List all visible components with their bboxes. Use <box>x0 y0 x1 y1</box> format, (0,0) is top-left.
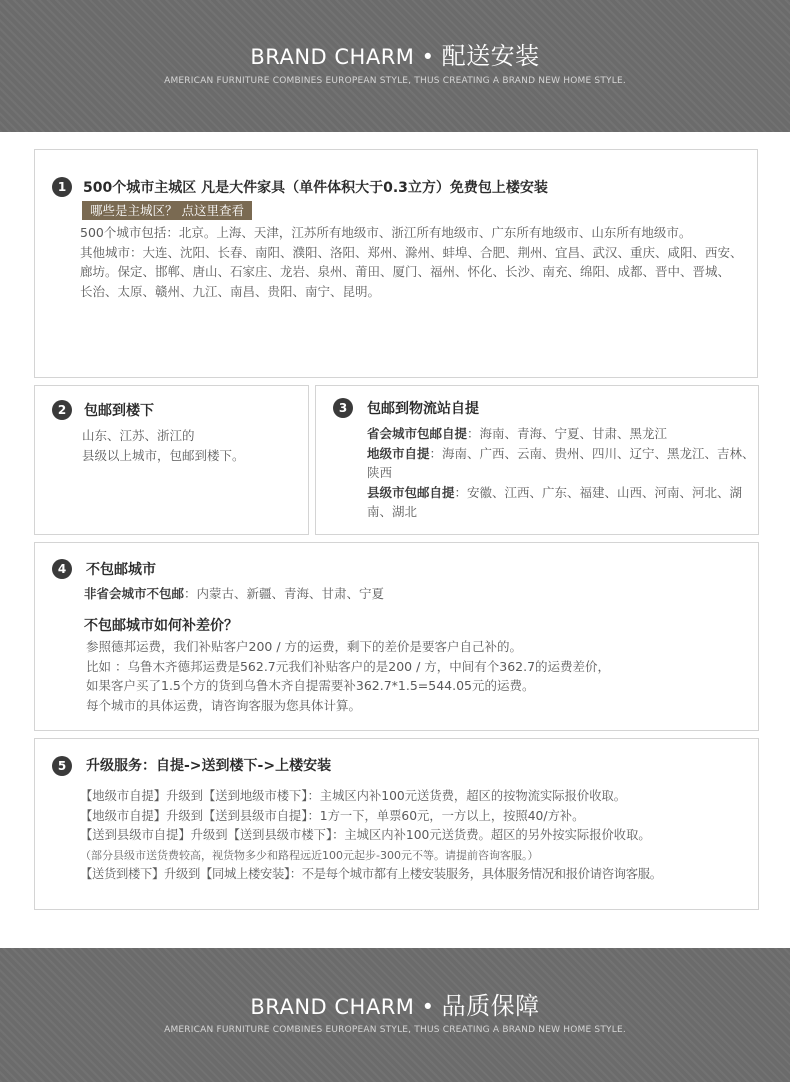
top-banner <box>0 0 790 132</box>
text-line: 参照德邦运费，我们补贴客户200 / 方的运费，剩下的差价是要客户自己补的。 <box>86 639 523 654</box>
upgrade-line: 【送到县级市自提】升级到【送到县级市楼下】：主城区内补100元送货费。超区的另外按实际报价收取。 <box>80 828 651 842</box>
pickup-provinces: ：海南、青海、宁夏、甘肃、黑龙江 <box>467 426 668 441</box>
text-line: 比如 ：乌鲁木齐德邦运费是562.7元我们补贴客户的是200 / 方，中间有个362.7的运费差价， <box>86 658 611 674</box>
section-heading: 包邮到物流站自提 <box>367 401 479 417</box>
upgrade-line: 【地级市自提】升级到【送到地级市楼下】：主城区内补100元送货费，超区的按物流实际报价收取。 <box>80 789 627 803</box>
section-number: 2 <box>52 400 72 420</box>
banner-subtitle: AMERICAN FURNITURE COMBINES EUROPEAN STYLE, THUS CREATING A BRAND NEW HOME STYLE. <box>164 76 626 86</box>
section-heading: 不包邮城市 <box>86 562 156 578</box>
city-list-line: 500个城市包括：北京。上海、天津，江苏所有地级市、浙江所有地级市、广东所有地级市、山东所有地级市。 <box>80 225 692 240</box>
section-upgrade-service <box>34 738 759 910</box>
section-text <box>367 424 755 522</box>
pickup-provinces: ：海南、广西、云南、贵州、四川、辽宁、黑龙江、吉林、陕西 <box>367 445 755 480</box>
excluded-label: 非省会城市不包邮 <box>84 586 185 601</box>
pickup-label: 省会城市包邮自提 <box>367 426 468 441</box>
pickup-item <box>367 424 755 444</box>
excluded-list: ：内蒙古、新疆、青海、甘肃、宁夏 <box>184 586 385 601</box>
bullet-dot: • <box>421 995 442 1019</box>
upgrade-line: 【送货到楼下】升级到【同城上楼安装】：不是每个城市都有上楼安装服务，具体服务情况和报价请咨询客服。 <box>80 867 662 881</box>
banner-title <box>0 986 790 1021</box>
text-line: 每个城市的具体运费，请咨询客服为您具体计算。 <box>86 697 362 713</box>
text-line: 县级以上城市，包邮到楼下。 <box>82 447 245 463</box>
section-number: 1 <box>52 177 72 197</box>
banner-title-zh: 配送安装 <box>441 42 540 70</box>
section-no-free-shipping <box>34 542 759 731</box>
upgrade-note: （部分县级市送货费较高，视货物多少和路程远近100元起步-300元不等。请提前咨询客服。） <box>80 848 539 862</box>
section-heading: 包邮到楼下 <box>84 403 154 419</box>
section-number: 5 <box>52 756 72 776</box>
section-free-install <box>34 149 758 378</box>
text-line: 山东、江苏、浙江的 <box>82 428 195 443</box>
section-text <box>82 426 302 465</box>
pickup-label: 地级市自提 <box>367 445 430 461</box>
pickup-label: 县级市包邮自提 <box>367 484 455 500</box>
section-heading: 升级服务：自提->送到楼下->上楼安装 <box>86 758 332 774</box>
city-list-line: 长治、太原、赣州、九江、南昌、贵阳、南宁、昆明。 <box>80 283 381 299</box>
banner-title <box>0 36 790 71</box>
bullet-dot: • <box>421 45 442 69</box>
section-heading: 500个城市主城区 凡是大件家具（单件体积大于0.3立方）免费包上楼安装 <box>83 180 548 196</box>
upgrade-line: 【地级市自提】升级到【送到县级市自提】：1方一下，单票60元，一方以上，按照40/方补。 <box>80 808 585 823</box>
pickup-item <box>367 483 755 522</box>
city-list-line: 廊坊。保定、邯郸、唐山、石家庄、龙岩、泉州、莆田、厦门、福州、怀化、长沙、南充、绵阳、成都、晋中、晋城、 <box>80 264 731 279</box>
section-logistics-pickup <box>315 385 759 535</box>
banner-title-en: BRAND CHARM <box>250 45 415 69</box>
price-diff-text <box>86 637 746 715</box>
city-list <box>80 223 745 301</box>
pickup-item <box>367 444 755 483</box>
banner-title-en: BRAND CHARM <box>250 995 415 1019</box>
section-number: 3 <box>333 398 353 418</box>
excluded-cities <box>84 584 744 604</box>
banner-subtitle: AMERICAN FURNITURE COMBINES EUROPEAN STYLE, THUS CREATING A BRAND NEW HOME STYLE. <box>164 1025 626 1035</box>
main-city-link[interactable]: 哪些是主城区？ 点这里查看 <box>82 201 252 220</box>
text-line: 如果客户买了1.5个方的货到乌鲁木齐自提需要补362.7*1.5=544.05元的运费。 <box>86 678 535 693</box>
city-list-line: 其他城市：大连、沈阳、长春、南阳、濮阳、洛阳、郑州、滁州、蚌埠、合肥、荆州、宜昌、武汉、重庆、咸阳、西安、 <box>80 244 743 260</box>
subheading: 不包邮城市如何补差价？ <box>84 618 238 634</box>
banner-title-zh: 品质保障 <box>441 992 540 1020</box>
bottom-banner <box>0 948 790 1082</box>
section-free-to-downstairs <box>34 385 309 535</box>
section-number: 4 <box>52 559 72 579</box>
upgrade-list <box>80 787 756 885</box>
pickup-provinces: ：安徽、江西、广东、福建、山西、河南、河北、湖南、湖北 <box>367 484 743 519</box>
